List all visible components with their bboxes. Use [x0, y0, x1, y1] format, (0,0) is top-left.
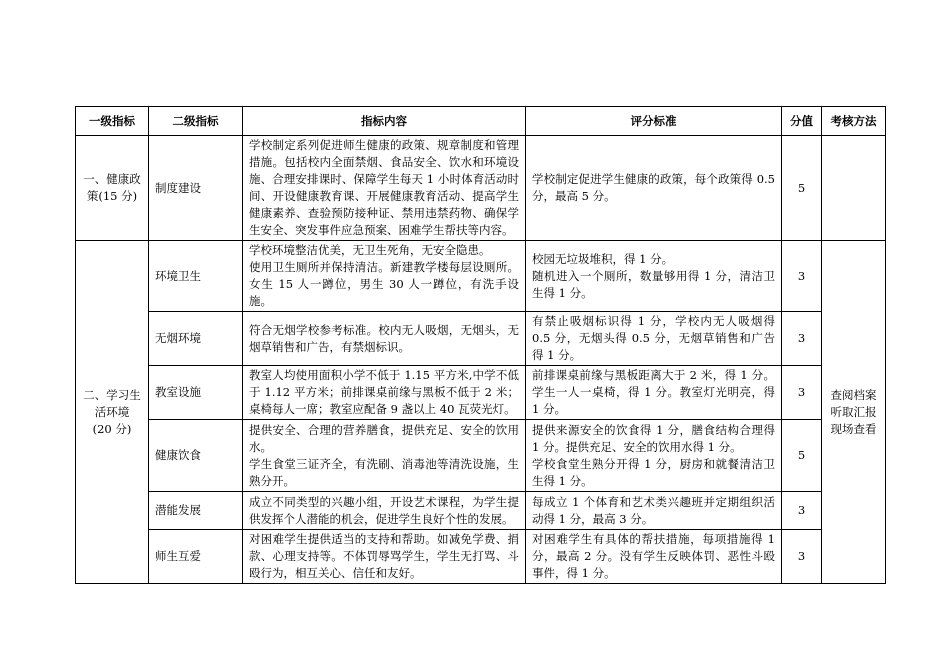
table-header-row	[76, 107, 886, 136]
evaluation-table	[75, 106, 886, 584]
indicator-content-cell: 对困难学生提供适当的支持和帮助。如减免学费、捐款、心理支持等。不体罚辱骂学生，学生无打骂、斗殴行为，相互关心、信任和友好。	[243, 530, 526, 584]
score-cell: 3	[782, 241, 822, 312]
header-scoring-standard: 评分标准	[526, 107, 782, 136]
indicator-content-cell: 提供安全、合理的营养膳食，提供充足、安全的饮用水。 学生食堂三证齐全，有洗刷、消毒池等清洗设施，生熟分开。	[243, 420, 526, 492]
secondary-indicator-cell: 师生互爱	[149, 530, 243, 584]
score-cell: 3	[782, 492, 822, 530]
scoring-standard-cell: 每成立 1 个体育和艺术类兴趣班并定期组织活动得 1 分，最高 3 分。	[526, 492, 782, 530]
assessment-method-cell: 查阅档案 听取汇报 现场查看	[822, 241, 886, 584]
secondary-indicator-cell: 制度建设	[149, 136, 243, 241]
score-cell: 5	[782, 420, 822, 492]
score-cell: 3	[782, 312, 822, 366]
header-score: 分值	[782, 107, 822, 136]
score-cell: 5	[782, 136, 822, 241]
scoring-standard-cell: 学校制定促进学生健康的政策，每个政策得 0.5 分，最高 5 分。	[526, 136, 782, 241]
scoring-standard-cell: 前排课桌前缘与黑板距离大于 2 米，得 1 分。学生一人一桌椅，得 1 分。教室灯光明亮，得 1 分。	[526, 366, 782, 420]
secondary-indicator-cell: 环境卫生	[149, 241, 243, 312]
table-row	[76, 312, 886, 366]
table-row	[76, 530, 886, 584]
table-row	[76, 136, 886, 241]
table-row	[76, 492, 886, 530]
secondary-indicator-cell: 潜能发展	[149, 492, 243, 530]
assessment-method-cell	[822, 136, 886, 241]
header-primary-indicator: 一级指标	[76, 107, 149, 136]
scoring-standard-cell: 提供来源安全的饮食得 1 分，膳食结构合理得 1 分。提供充足、安全的饮用水得 1 分。 学校食堂生熟分开得 1 分，厨房和就餐清洁卫生得 1 分。	[526, 420, 782, 492]
score-cell: 3	[782, 366, 822, 420]
secondary-indicator-cell: 无烟环境	[149, 312, 243, 366]
scoring-standard-cell: 有禁止吸烟标识得 1 分，学校内无人吸烟得 0.5 分，无烟头得 0.5 分，无烟草销售和广告得 1 分。	[526, 312, 782, 366]
primary-indicator-cell: 二、学习生 活环境 (20 分)	[76, 241, 149, 584]
indicator-content-cell: 成立不同类型的兴趣小组，开设艺术课程，为学生提供发挥个人潜能的机会，促进学生良好个性的发展。	[243, 492, 526, 530]
table-row	[76, 241, 886, 312]
header-indicator-content: 指标内容	[243, 107, 526, 136]
indicator-content-cell: 学校环境整洁优美，无卫生死角，无安全隐患。 使用卫生厕所并保持清洁。新建教学楼每层设厕所。女生 15 人一蹲位，男生 30 人一蹲位，有洗手设施。	[243, 241, 526, 312]
indicator-content-cell: 学校制定系列促进师生健康的政策、规章制度和管理措施。包括校内全面禁烟、食品安全、饮水和环境设施、合理安排课时、保障学生每天 1 小时体育活动时间、开设健康教育课、开展健康教育活动、提高学生健康素养、查验预防接种证、禁用违禁药物、确保学生安全、突发事件应急预案、困难学生帮扶等内容。	[243, 136, 526, 241]
header-assessment-method: 考核方法	[822, 107, 886, 136]
indicator-content-cell: 符合无烟学校参考标准。校内无人吸烟，无烟头，无烟草销售和广告，有禁烟标识。	[243, 312, 526, 366]
secondary-indicator-cell: 健康饮食	[149, 420, 243, 492]
score-cell: 3	[782, 530, 822, 584]
indicator-content-cell: 教室人均使用面积小学不低于 1.15 平方米,中学不低于 1.12 平方米；前排课桌前缘与黑板不低于 2 米；桌椅每人一席；教室应配备 9 盏以上 40 瓦荧光灯。	[243, 366, 526, 420]
table-row	[76, 420, 886, 492]
table-row	[76, 366, 886, 420]
secondary-indicator-cell: 教室设施	[149, 366, 243, 420]
scoring-standard-cell: 对困难学生有具体的帮扶措施，每项措施得 1 分，最高 2 分。没有学生反映体罚、恶性斗殴事件，得 1 分。	[526, 530, 782, 584]
scoring-standard-cell: 校园无垃圾堆积，得 1 分。 随机进入一个厕所，数量够用得 1 分，清洁卫生得 1 分。	[526, 241, 782, 312]
header-secondary-indicator: 二级指标	[149, 107, 243, 136]
primary-indicator-cell: 一、健康政 策(15 分)	[76, 136, 149, 241]
